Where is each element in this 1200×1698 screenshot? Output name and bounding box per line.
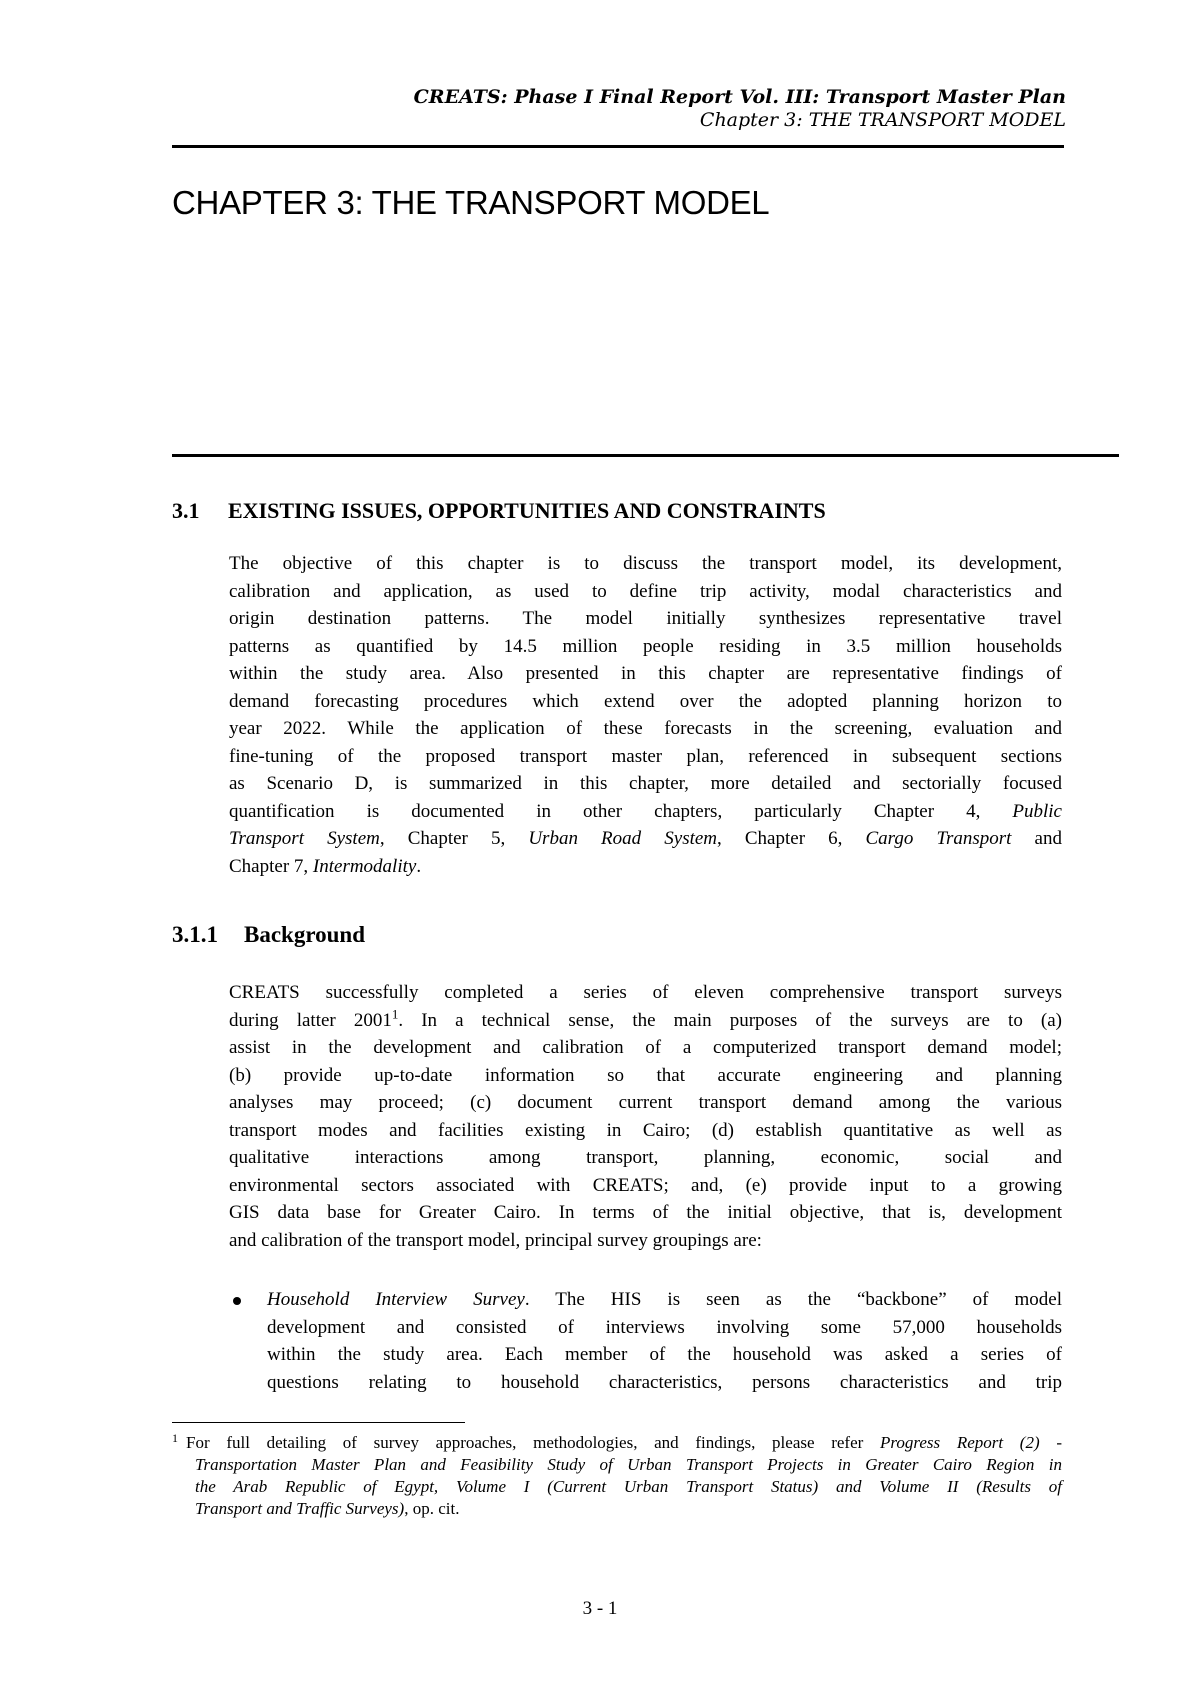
subsection-heading [172, 921, 365, 949]
text-line: demand forecasting procedures which extend over the adopted planning horizon to [229, 690, 1062, 712]
italic-ref: the Arab Republic of Egypt, Volume I (Current Urban Transport Status) and Volume II (Results of [195, 1477, 1062, 1496]
footnote-line [172, 1476, 1062, 1498]
footnote [172, 1432, 1062, 1520]
chapter-title: CHAPTER 3: THE TRANSPORT MODEL [172, 184, 770, 221]
running-header-title: CREATS: Phase I Final Report Vol. III: Transport Master Plan [413, 86, 1066, 108]
section-number: 3.1 [172, 498, 200, 523]
italic-ref: Urban Road System [528, 828, 718, 849]
text-run: , op. cit. [404, 1499, 460, 1518]
bullet-text [267, 1286, 1062, 1396]
text-line: environmental sectors associated with CREATS; and, (e) provide input to a growing [229, 1174, 1062, 1196]
text-line: (b) provide up-to-date information so that accurate engineering and planning [229, 1064, 1062, 1086]
text-line: within the study area. Also presented in this chapter are representative findings of [229, 663, 1062, 684]
paragraph-objective [229, 550, 1062, 880]
text-line: The objective of this chapter is to discuss the transport model, its development, [229, 553, 1062, 574]
footnote-separator [172, 1422, 465, 1423]
text-line: fine-tuning of the proposed transport master plan, referenced in subsequent sections [229, 745, 1062, 767]
text-run: quantification is documented in other chapters, particularly Chapter 4, [229, 800, 981, 822]
italic-term: Household Interview Survey [267, 1289, 525, 1310]
text-line: within the study area. Each member of the household was asked a series of [267, 1344, 1062, 1365]
text-line [229, 825, 1062, 853]
footnote-mark: 1 [172, 1431, 178, 1445]
text-line [229, 1007, 1062, 1035]
text-line: assist in the development and calibration of a computerized transport demand model; [229, 1037, 1062, 1058]
text-line: as Scenario D, is summarized in this chapter, more detailed and sectorially focused [229, 773, 1062, 794]
text-line: patterns as quantified by 14.5 million people residing in 3.5 million households [229, 635, 1062, 657]
text-run: Chapter 7, [229, 855, 313, 877]
text-line: questions relating to household characteristics, persons characteristics and trip [267, 1371, 1062, 1393]
text-run: during latter 2001 [229, 1009, 392, 1031]
text-run: and [1011, 828, 1062, 849]
text-line: analyses may proceed; (c) document current transport demand among the various [229, 1092, 1062, 1113]
section-heading [172, 497, 826, 525]
text-run: . [416, 855, 422, 877]
chapter-rule [172, 454, 1119, 457]
text-line [267, 1286, 1062, 1314]
italic-ref: Intermodality [312, 855, 417, 877]
page-number: 3 - 1 [582, 1598, 618, 1619]
text-line: CREATS successfully completed a series of eleven comprehensive transport surveys [229, 982, 1062, 1003]
paragraph-background [229, 979, 1062, 1254]
section-title: EXISTING ISSUES, OPPORTUNITIES AND CONSTRAINTS [228, 498, 826, 523]
text-line: development and consisted of interviews involving some 57,000 households [267, 1316, 1062, 1338]
italic-ref: Cargo Transport [865, 828, 1012, 849]
subsection-title: Background [244, 922, 366, 947]
text-line: calibration and application, as used to define trip activity, modal characteristics and [229, 580, 1062, 602]
footnote-line [172, 1432, 1062, 1454]
text-run: . The HIS is seen as the “backbone” of model [524, 1289, 1062, 1310]
text-line: and calibration of the transport model, principal survey groupings are: [229, 1229, 762, 1251]
text-run: , Chapter 5, [379, 828, 529, 849]
footnote-line [172, 1454, 1062, 1476]
text-run: . In a technical sense, the main purposes of the surveys are to (a) [398, 1009, 1062, 1031]
italic-ref: Transportation Master Plan and Feasibility Study of Urban Transport Projects in Greater Cairo Region in [195, 1455, 1062, 1474]
text-run: For full detailing of survey approaches, methodologies, and findings, please refer [186, 1433, 881, 1452]
text-line [229, 798, 1062, 826]
text-line [229, 853, 1062, 881]
italic-ref: Progress Report (2) - [880, 1433, 1062, 1452]
italic-ref: Transport and Traffic Surveys) [195, 1499, 405, 1518]
text-line: origin destination patterns. The model initially synthesizes representative travel [229, 608, 1062, 629]
text-line: transport modes and facilities existing in Cairo; (d) establish quantitative as well as [229, 1119, 1062, 1141]
text-line: GIS data base for Greater Cairo. In terms of the initial objective, that is, development [229, 1202, 1062, 1223]
bullet-icon [233, 1297, 241, 1305]
subsection-number: 3.1.1 [172, 922, 218, 947]
text-run: , Chapter 6, [717, 828, 866, 849]
italic-ref: Public [1012, 800, 1062, 822]
text-line: year 2022. While the application of these forecasts in the screening, evaluation and [229, 718, 1062, 739]
footnote-ref[interactable]: 1 [391, 1006, 399, 1022]
italic-ref: Transport System [229, 828, 380, 849]
text-line: qualitative interactions among transport, planning, economic, social and [229, 1147, 1062, 1168]
running-header-chapter: Chapter 3: THE TRANSPORT MODEL [699, 109, 1066, 131]
footnote-line [172, 1498, 1062, 1520]
header-rule [172, 145, 1064, 148]
